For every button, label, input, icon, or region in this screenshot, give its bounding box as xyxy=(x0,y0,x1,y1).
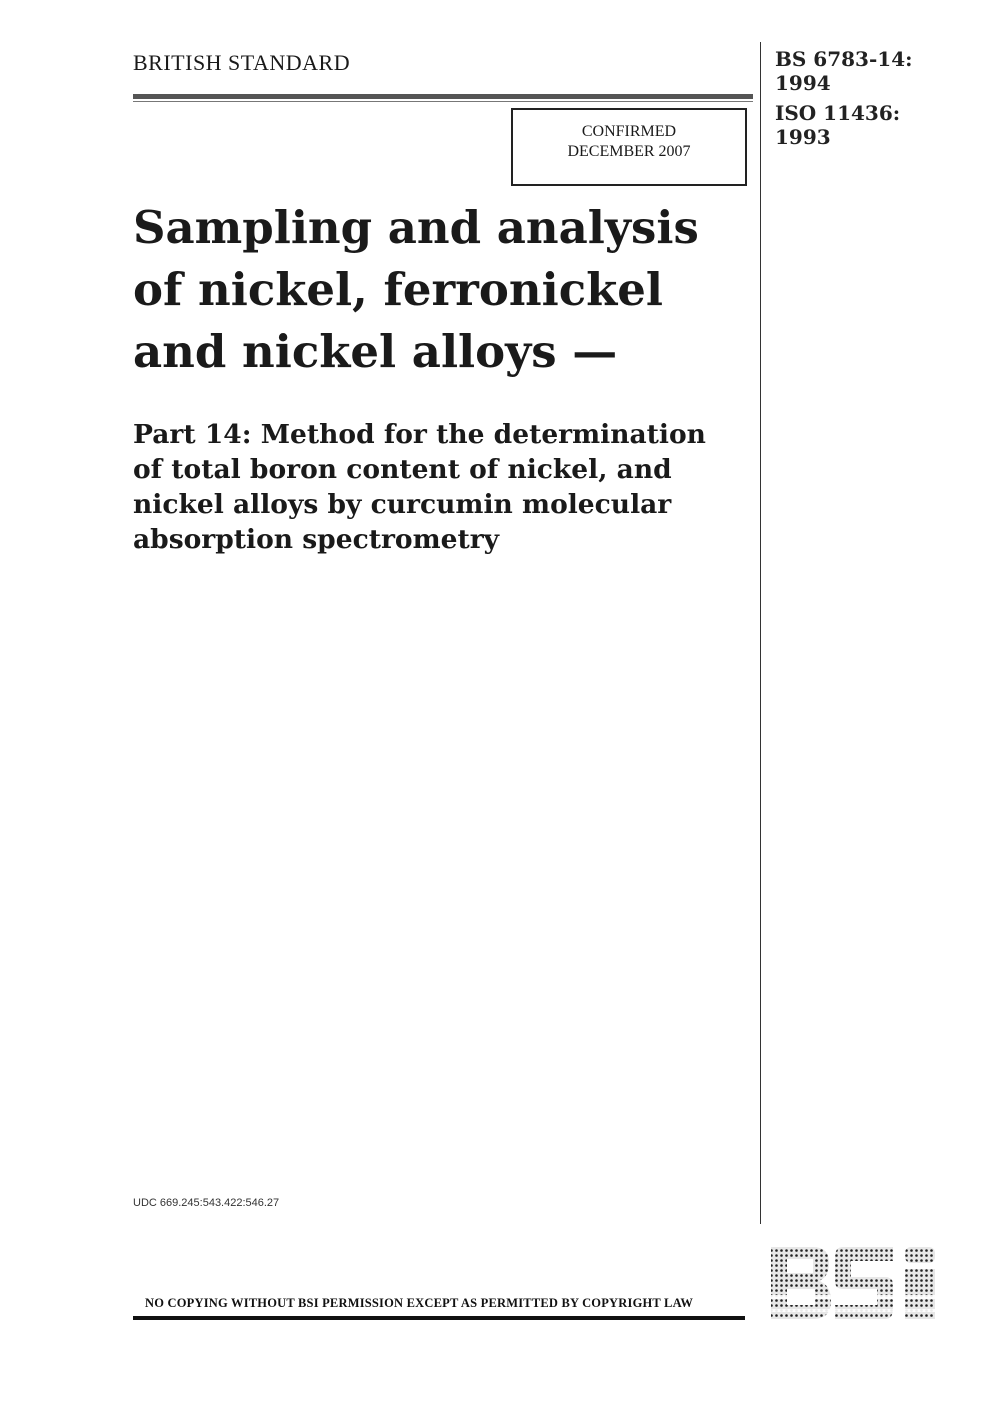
iso-number: ISO 11436: xyxy=(775,101,901,125)
confirmed-line-1: CONFIRMED xyxy=(581,123,677,140)
document-subtitle xyxy=(133,417,753,557)
vertical-divider xyxy=(760,42,761,1224)
udc-classification: UDC 669.245:543.422:546.27 xyxy=(133,1197,280,1209)
header-rule xyxy=(133,94,753,99)
confirmed-line-2: DECEMBER 2007 xyxy=(567,143,691,160)
footer-rule xyxy=(133,1316,745,1320)
bs-number: BS 6783-14: xyxy=(775,47,913,71)
document-title xyxy=(133,197,753,383)
bsi-logo-icon xyxy=(769,1243,945,1323)
subtitle-line-4: absorption spectrometry xyxy=(133,524,500,555)
title-line-1: Sampling and analysis xyxy=(133,201,699,254)
subtitle-line-2: of total boron content of nickel, and xyxy=(133,454,672,485)
confirmed-stamp xyxy=(511,108,747,186)
subtitle-line-3: nickel alloys by curcumin molecular xyxy=(133,489,672,520)
subtitle-line-1: Part 14: Method for the determination xyxy=(133,419,706,450)
title-line-2: of nickel, ferronickel xyxy=(133,263,664,316)
bs-year: 1994 xyxy=(775,71,831,95)
title-line-3: and nickel alloys — xyxy=(133,325,618,378)
iso-year: 1993 xyxy=(775,125,831,149)
standard-type-label: BRITISH STANDARD xyxy=(133,50,351,75)
copyright-notice: NO COPYING WITHOUT BSI PERMISSION EXCEPT AS PERMITTED BY COPYRIGHT LAW xyxy=(145,1296,694,1310)
standard-reference-numbers xyxy=(775,47,913,149)
header-rule-thin xyxy=(133,101,753,102)
